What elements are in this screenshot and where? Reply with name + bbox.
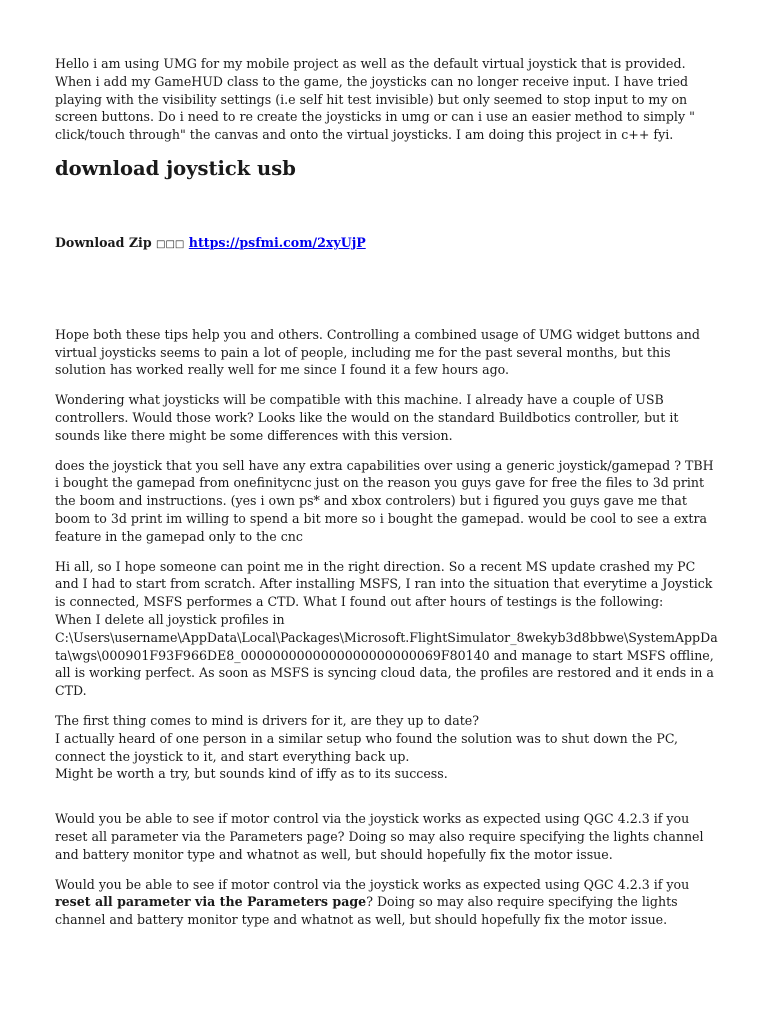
download-label: Download Zip (55, 234, 152, 250)
body-paragraph-3: does the joystick that you sell have any extra capabilities over using a generic joystick/gamepad ? TBH i bought the gamepad from onefinitycnc just on the reason you guys gave for free the files to 3d print the boom and instructions. (yes i own ps* and xbox controlers) but i figured you guys gave me that boom to 3d print im willing to spend a bit more so i bought the gamepad. would be cool to see a extra feature in the gamepad only to the cnc (55, 457, 714, 544)
intro-paragraph: Hello i am using UMG for my mobile project as well as the default virtual joystick that is provided. When i add my GameHUD class to the game, the joysticks can no longer receive input. I have tried playing with the visibility settings (i.e self hit test invisible) but only seemed to stop input to my on screen buttons. Do i need to re create the joysticks in umg or can i use an easier method to simply " click/touch through" the canvas and onto the virtual joysticks. I am doing this project in c++ fyi. (55, 56, 695, 143)
last-paragraph-text-start: Would you be able to see if motor control via the joystick works as expected using QGC 4.2.3 if you (55, 876, 690, 892)
body-paragraph-7 (55, 876, 720, 929)
last-paragraph-bold-text: reset all parameter via the Parameters page (55, 894, 367, 910)
last-paragraph-text-end: ? Doing so may also require specifying the lights channel and battery monitor type and whatnot as well, but should hopefully fix the motor issue. (55, 894, 678, 928)
body-paragraph-4: Hi all, so I hope someone can point me in the right direction. So a recent MS update crashed my PC and I had to start from scratch. After installing MSFS, I ran into the situation that everytime a Joystick is connected, MSFS performes a CTD. What I found out after hours of testings is the following: When I delete all joystick profiles in C:\Users\username\AppData\Local\Packages\Microsoft.FlightSimulator_8wekyb3d8bbwe\SystemAppData\wgs\000901F93F966DE8_0000000000000000000000069F80140 and manage to start MSFS offline, all is working perfect. As soon as MSFS is syncing cloud data, the profiles are restored and it ends in a CTD. (55, 558, 718, 699)
body-paragraph-1: Hope both these tips help you and others. Controlling a combined usage of UMG widget buttons and virtual joysticks seems to pain a lot of people, including me for the past several months, but this solution has worked really well for me since I found it a few hours ago. (55, 326, 700, 378)
body-paragraph-5: The first thing comes to mind is drivers for it, are they up to date? I actually heard of one person in a similar setup who found the solution was to shut down the PC, connect the joystick to it, and start everything back up. Might be worth a try, but sounds kind of iffy as to its success. (55, 712, 679, 782)
download-line (55, 234, 720, 254)
missing-glyph-icon: □□□ (156, 238, 185, 250)
body-paragraph-6: Would you be able to see if motor control via the joystick works as expected using QGC 4.2.3 if you reset all parameter via the Parameters page? Doing so may also require specifying the lights channel and battery monitor type and whatnot as well, but should hopefully fix the motor issue. (55, 811, 704, 862)
body-paragraph-2: Wondering what joysticks will be compatible with this machine. I already have a couple of USB controllers. Would those work? Looks like the would on the standard Buildbotics controller, but it sounds like there might be some differences with this version. (55, 392, 679, 443)
page-title: download joystick usb (55, 156, 296, 180)
document-page (55, 55, 720, 929)
download-link[interactable]: https://psfmi.com/2xyUjP (188, 234, 366, 250)
